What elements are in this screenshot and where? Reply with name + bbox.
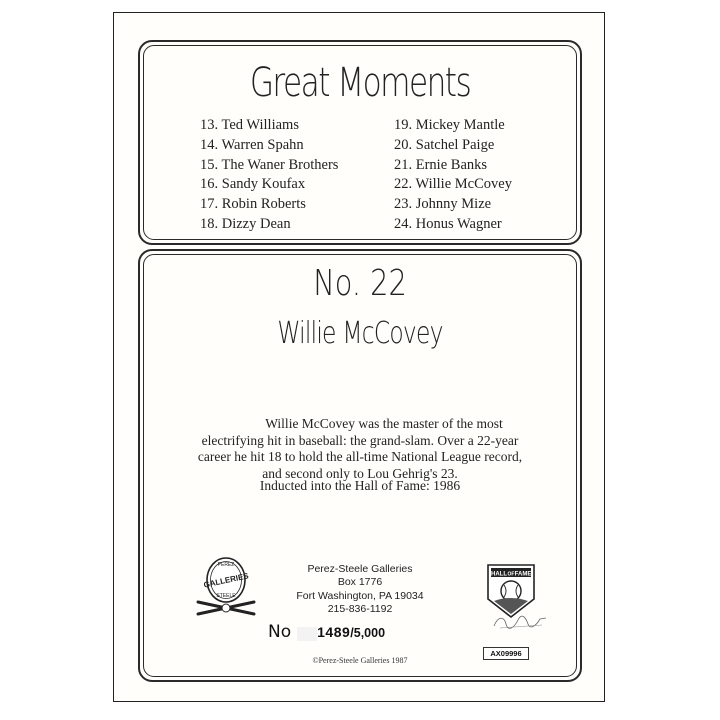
publisher-phone: 215-836-1192: [327, 603, 393, 616]
autograph-signature: [490, 610, 550, 632]
checklist-right: [394, 116, 512, 235]
publisher-city: Fort Washington, PA 19034: [296, 589, 424, 602]
checklist-item: 20. Satchel Paige: [394, 136, 495, 153]
perez-steele-logo: [192, 554, 260, 626]
serial-number: [268, 622, 385, 642]
checklist-item: 16. Sandy Koufax: [200, 176, 306, 193]
player-name: Willie McCovey: [277, 316, 443, 351]
publisher-address: [270, 563, 450, 617]
bio-text: [188, 416, 532, 482]
hof-text-3: FAME: [514, 571, 532, 578]
checklist-item: 21. Ernie Banks: [394, 156, 488, 173]
serial-value: 1489: [317, 624, 351, 640]
checklist-item: 13. Ted Williams: [200, 117, 299, 133]
checklist-item: 22. Willie McCovey: [394, 176, 512, 193]
hof-text-1: HALL: [491, 571, 507, 578]
copyright-text: ©Perez-Steele Galleries 1987: [312, 656, 408, 665]
serial-prefix: No: [268, 622, 292, 642]
checklist-item: 24. Honus Wagner: [394, 215, 502, 232]
serial-redaction: [297, 627, 317, 641]
logo-text-top: PEREZ: [217, 562, 235, 568]
checklist-item: 15. The Waner Brothers: [200, 156, 339, 173]
serial-limit: /5,000: [350, 626, 386, 640]
checklist-item: 23. Johnny Mize: [394, 196, 492, 213]
checklist-left: [200, 116, 338, 235]
inducted-line: Inducted into the Hall of Fame: 1986: [259, 478, 461, 493]
checklist-item: 14. Warren Spahn: [200, 136, 304, 153]
checklist-item: 17. Robin Roberts: [200, 196, 306, 213]
logo-text-bottom: STEELE: [216, 593, 236, 599]
checklist-item: 19. Mickey Mantle: [394, 117, 505, 133]
series-title: Great Moments: [249, 60, 471, 106]
card-number: No. 22: [313, 263, 407, 304]
bio-body: Willie McCovey was the master of the most electrifying hit in baseball: the grand-slam. Over a 22-year career he hit 18 to hold the all-time National League record, and second only to Lou Gehrig's 23.: [197, 416, 523, 481]
checklist-item: 18. Dizzy Dean: [200, 215, 291, 232]
hof-text-2: OF: [507, 571, 515, 578]
publisher-box: Box 1776: [337, 576, 383, 589]
logo-text-middle: GALLERIES: [202, 571, 250, 590]
authentication-sticker: AX09996: [483, 647, 529, 660]
publisher-name: Perez-Steele Galleries: [307, 563, 413, 575]
